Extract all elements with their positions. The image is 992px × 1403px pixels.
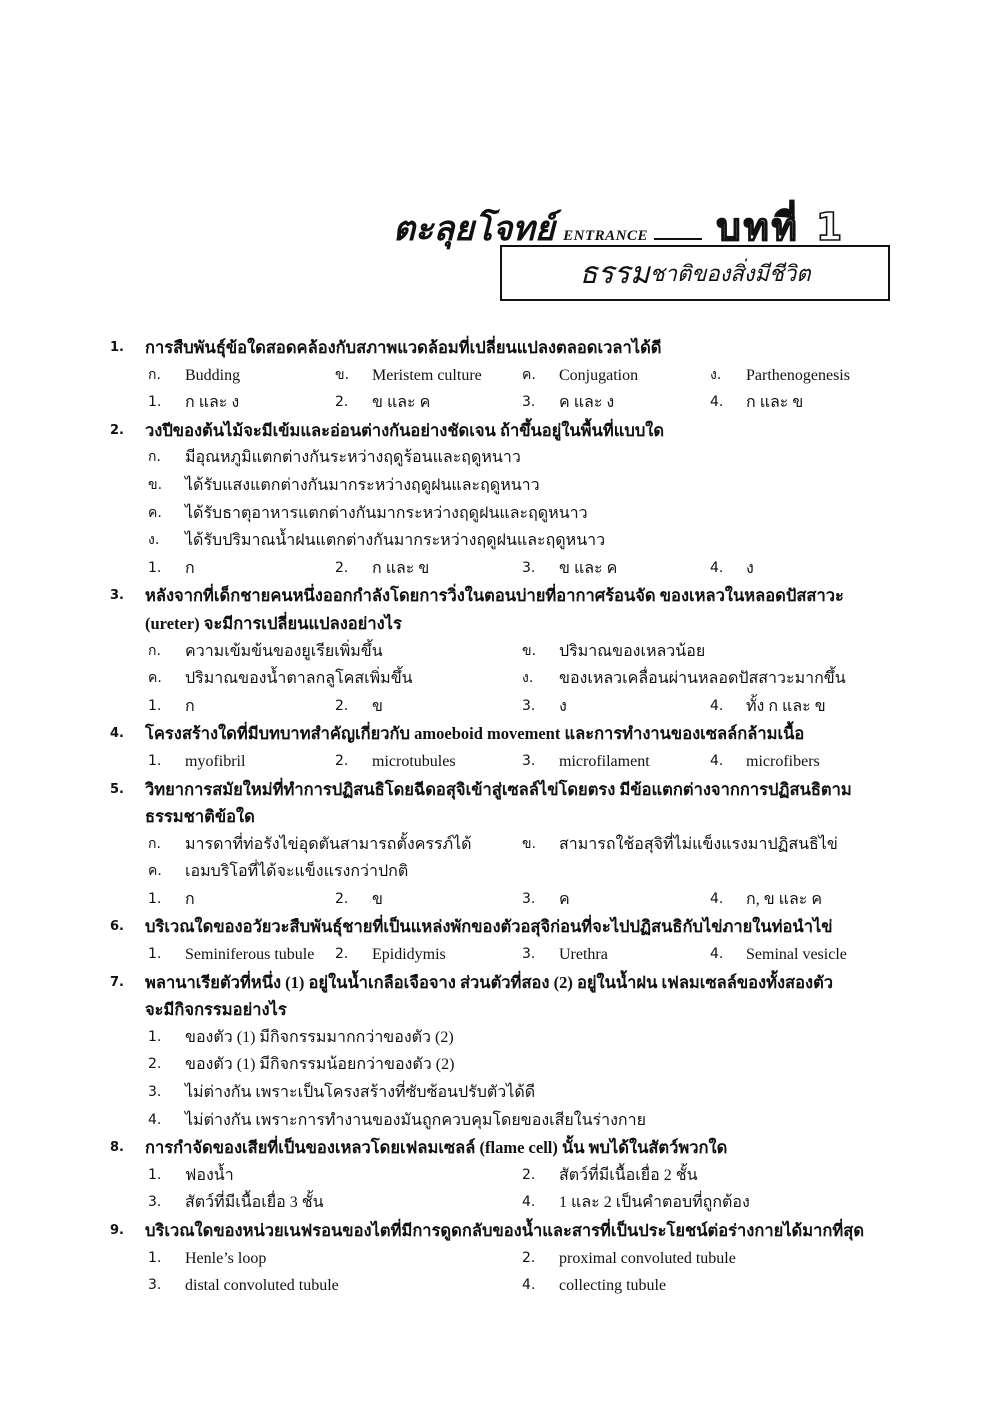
option-row xyxy=(0,941,992,969)
option-text: ง xyxy=(746,559,754,577)
question-line xyxy=(0,582,992,610)
question-text: การกำจัดของเสียที่เป็นของเหลวโดยเฟลมเซลล์ (flame cell) นั้น พบได้ในสัตว์พวกใด xyxy=(145,1138,728,1158)
option-label: 2. xyxy=(335,752,349,769)
question-number: 6. xyxy=(110,919,124,935)
question-text: จะมีกิจกรรมอย่างไร xyxy=(145,1000,287,1020)
option-row xyxy=(0,1024,992,1052)
option-text: มารดาที่ท่อรังไข่อุดตันสามารถตั้งครรภ์ได้ xyxy=(185,835,472,853)
option-label: 3. xyxy=(522,697,536,714)
option-label: ข. xyxy=(522,835,537,852)
question-number: 7. xyxy=(110,974,124,990)
option-text: สัตว์ที่มีเนื้อเยื่อ 3 ชั้น xyxy=(185,1194,324,1212)
question-line xyxy=(0,334,992,362)
option-text: ก และ ข xyxy=(372,559,430,577)
chapter-title-big: ธรรม xyxy=(579,256,650,290)
option-row xyxy=(0,1079,992,1107)
question-text: บริเวณใดของหน่วยเนฟรอนของไตที่มีการดูดกลับของน้ำและสารที่เป็นประโยชน์ต่อร่างกายได้มากที่สุด xyxy=(145,1221,865,1240)
option-row xyxy=(0,831,992,859)
option-row xyxy=(0,1245,992,1273)
heading-entrance: ENTRANCE xyxy=(563,228,648,244)
question-text: (ureter) จะมีการเปลี่ยนแปลงอย่างไร xyxy=(145,613,402,633)
option-row xyxy=(0,858,992,886)
option-row xyxy=(0,638,992,666)
option-text: ก xyxy=(185,559,195,577)
option-text: Meristem culture xyxy=(372,366,482,384)
option-label: 1. xyxy=(148,697,162,714)
option-text: สัตว์ที่มีเนื้อเยื่อ 2 ชั้น xyxy=(559,1166,698,1184)
question-line xyxy=(0,969,992,997)
option-label: 3. xyxy=(148,1194,162,1211)
option-row xyxy=(0,1272,992,1300)
option-text: microfibers xyxy=(746,752,820,770)
question-text: พลานาเรียตัวที่หนึ่ง (1) อยู่ในน้ำเกลือเจือจาง ส่วนตัวที่สอง (2) อยู่ในน้ำฝน เฟลมเซลล์ของทั้งสองตัว xyxy=(145,972,834,992)
option-label: 2. xyxy=(335,559,349,576)
option-text: ข และ ค xyxy=(559,559,618,577)
option-row xyxy=(0,389,992,417)
option-row xyxy=(0,362,992,390)
option-label: 3. xyxy=(522,946,536,963)
option-text: เอมบริโอที่ได้จะแข็งแรงกว่าปกติ xyxy=(185,863,409,881)
option-label: ง. xyxy=(522,670,534,687)
option-text: Parthenogenesis xyxy=(746,366,850,384)
heading-rule xyxy=(654,238,702,240)
option-label: 1. xyxy=(148,1249,162,1266)
option-text: มีอุณหภูมิแตกต่างกันระหว่างฤดูร้อนและฤดูหนาว xyxy=(185,449,521,467)
option-text: ข xyxy=(372,697,383,715)
option-label: 3. xyxy=(522,559,536,576)
option-label: ค. xyxy=(522,366,536,383)
option-text: collecting tubule xyxy=(559,1277,667,1295)
option-label: 1. xyxy=(148,559,162,576)
option-text: ของเหลวเคลื่อนผ่านหลอดปัสสาวะมากขึ้น xyxy=(559,670,846,688)
option-label: 3. xyxy=(148,1277,162,1294)
question-text: การสืบพันธุ์ข้อใดสอดคล้องกับสภาพแวดล้อมที่เปลี่ยนแปลงตลอดเวลาได้ดี xyxy=(145,338,662,357)
option-label: ก. xyxy=(148,449,161,466)
option-label: 4. xyxy=(522,1277,536,1294)
question-number: 5. xyxy=(110,781,124,797)
question-line xyxy=(0,610,992,638)
option-text: Henle’s loop xyxy=(185,1249,267,1267)
option-text: ก xyxy=(185,697,195,715)
question-text: ธรรมชาติข้อใด xyxy=(145,807,255,827)
option-text: myofibril xyxy=(185,752,246,770)
option-text: ทั้ง ก และ ข xyxy=(746,697,826,715)
option-text: สามารถใช้อสุจิที่ไม่แข็งแรงมาปฏิสนธิไข่ xyxy=(559,835,838,853)
option-label: 2. xyxy=(335,697,349,714)
question-text: โครงสร้างใดที่มีบทบาทสำคัญเกี่ยวกับ amoeboid movement และการทำงานของเซลล์กล้ามเนื้อ xyxy=(145,724,805,744)
question-list xyxy=(0,334,992,1300)
option-text: ได้รับแสงแตกต่างกันมากระหว่างฤดูฝนและฤดูหนาว xyxy=(185,476,540,494)
option-row xyxy=(0,555,992,583)
question-text: หลังจากที่เด็กชายคนหนึ่งออกกำลังโดยการวิ่งในตอนบ่ายที่อากาศร้อนจัด ของเหลวในหลอดปัสสาวะ xyxy=(145,586,844,606)
option-label: 3. xyxy=(522,890,536,907)
option-label: 1. xyxy=(148,890,162,907)
option-text: ไม่ต่างกัน เพราะการทำงานของมันถูกควบคุมโดยของเสียในร่างกาย xyxy=(185,1111,646,1129)
option-row xyxy=(0,665,992,693)
option-text: ความเข้มข้นของยูเรียเพิ่มขึ้น xyxy=(185,642,383,660)
question-number: 3. xyxy=(110,588,124,604)
option-text: Urethra xyxy=(559,946,608,964)
option-row xyxy=(0,500,992,528)
option-text: ปริมาณของเหลวน้อย xyxy=(559,642,706,660)
option-label: ค. xyxy=(148,863,162,880)
option-text: ง xyxy=(559,697,567,715)
option-label: 1. xyxy=(148,394,162,411)
option-label: 2. xyxy=(335,946,349,963)
question-text: วงปีของต้นไม้จะมีเข้มและอ่อนต่างกันอย่างชัดเจน ถ้าขึ้นอยู่ในพื้นที่แบบใด xyxy=(145,420,665,440)
question-line xyxy=(0,1134,992,1162)
option-text: ได้รับปริมาณน้ำฝนแตกต่างกันมากระหว่างฤดูฝนและฤดูหนาว xyxy=(185,532,606,550)
option-label: ข. xyxy=(522,642,537,659)
option-text: Conjugation xyxy=(559,366,639,384)
option-row xyxy=(0,444,992,472)
option-label: 4. xyxy=(710,946,724,963)
option-label: 4. xyxy=(710,890,724,907)
question-line xyxy=(0,776,992,804)
question-line xyxy=(0,1217,992,1245)
option-label: 3. xyxy=(148,1084,162,1101)
option-label: 4. xyxy=(148,1111,162,1128)
option-label: 4. xyxy=(710,559,724,576)
heading-title: ตะลุยโจทย์ xyxy=(393,211,555,248)
option-label: 1. xyxy=(148,1028,162,1045)
question-text: วิทยาการสมัยใหม่ที่ทำการปฏิสนธิโดยฉีดอสุจิเข้าสู่เซลล์ไข่โดยตรง มีข้อแตกต่างจากการปฏิสนธิตาม xyxy=(145,779,852,799)
option-label: 2. xyxy=(522,1249,536,1266)
option-text: microtubules xyxy=(372,752,456,770)
question-line xyxy=(0,803,992,831)
option-text: ได้รับธาตุอาหารแตกต่างกันมากระหว่างฤดูฝนและฤดูหนาว xyxy=(185,504,588,522)
chapter-number: บทที่ 1 xyxy=(716,205,846,249)
option-row xyxy=(0,1107,992,1135)
option-text: ก และ ข xyxy=(746,394,804,412)
option-text: ก และ ง xyxy=(185,394,240,412)
question-number: 4. xyxy=(110,726,124,742)
option-text: ปริมาณของน้ำตาลกลูโคสเพิ่มขึ้น xyxy=(185,670,413,688)
option-row xyxy=(0,748,992,776)
option-row xyxy=(0,527,992,555)
option-label: ง. xyxy=(710,366,722,383)
question-number: 2. xyxy=(110,422,124,438)
option-row xyxy=(0,472,992,500)
option-text: Epididymis xyxy=(372,946,446,964)
option-text: ฟองน้ำ xyxy=(185,1166,234,1184)
option-label: 3. xyxy=(522,752,536,769)
option-text: distal convoluted tubule xyxy=(185,1277,339,1295)
option-text: ค และ ง xyxy=(559,394,615,412)
option-text: proximal convoluted tubule xyxy=(559,1249,736,1267)
option-text: ของตัว (1) มีกิจกรรมมากกว่าของตัว (2) xyxy=(185,1028,454,1046)
question-number: 9. xyxy=(110,1223,124,1238)
chapter-title-box xyxy=(500,245,890,301)
question-text: บริเวณใดของอวัยวะสืบพันธุ์ชายที่เป็นแหล่งพักของตัวอสุจิก่อนที่จะไปปฏิสนธิกับไข่ภายในท่อนำไข่ xyxy=(145,917,833,937)
question-number: 8. xyxy=(110,1140,124,1156)
option-label: 4. xyxy=(522,1194,536,1211)
option-row xyxy=(0,886,992,914)
option-text: ไม่ต่างกัน เพราะเป็นโครงสร้างที่ซับซ้อนปรับตัวได้ดี xyxy=(185,1084,536,1102)
option-text: ข และ ค xyxy=(372,394,431,412)
question-line xyxy=(0,996,992,1024)
option-label: 1. xyxy=(148,946,162,963)
question-number: 1. xyxy=(110,340,124,355)
option-label: ก. xyxy=(148,366,161,383)
option-text: Seminal vesicle xyxy=(746,946,847,964)
option-label: 2. xyxy=(148,1056,162,1073)
option-label: ข. xyxy=(335,366,350,383)
option-text: Budding xyxy=(185,366,241,384)
option-label: 1. xyxy=(148,1166,162,1183)
option-text: ค xyxy=(559,890,570,908)
question-line xyxy=(0,417,992,445)
option-row xyxy=(0,1162,992,1190)
option-label: 1. xyxy=(148,752,162,769)
option-label: 4. xyxy=(710,752,724,769)
question-line xyxy=(0,720,992,748)
option-label: 4. xyxy=(710,697,724,714)
option-text: ของตัว (1) มีกิจกรรมน้อยกว่าของตัว (2) xyxy=(185,1056,455,1074)
option-row xyxy=(0,1189,992,1217)
option-label: ค. xyxy=(148,504,162,521)
option-label: ก. xyxy=(148,835,161,852)
question-line xyxy=(0,913,992,941)
option-label: 2. xyxy=(522,1166,536,1183)
option-text: ก, ข และ ค xyxy=(746,890,823,908)
option-text: ก xyxy=(185,890,195,908)
option-label: 3. xyxy=(522,394,536,411)
option-label: ง. xyxy=(148,532,160,549)
option-text: ข xyxy=(372,890,383,908)
option-label: ข. xyxy=(148,476,163,493)
option-row xyxy=(0,1051,992,1079)
option-label: ก. xyxy=(148,642,161,659)
chapter-title-small: ชาติของสิ่งมีชีวิต xyxy=(649,260,811,286)
option-label: 4. xyxy=(710,394,724,411)
option-row xyxy=(0,693,992,721)
option-label: 2. xyxy=(335,394,349,411)
option-label: 2. xyxy=(335,890,349,907)
option-text: microfilament xyxy=(559,752,650,770)
option-text: Seminiferous tubule xyxy=(185,946,315,964)
option-label: ค. xyxy=(148,670,162,687)
option-text: 1 และ 2 เป็นคำตอบที่ถูกต้อง xyxy=(559,1194,750,1212)
